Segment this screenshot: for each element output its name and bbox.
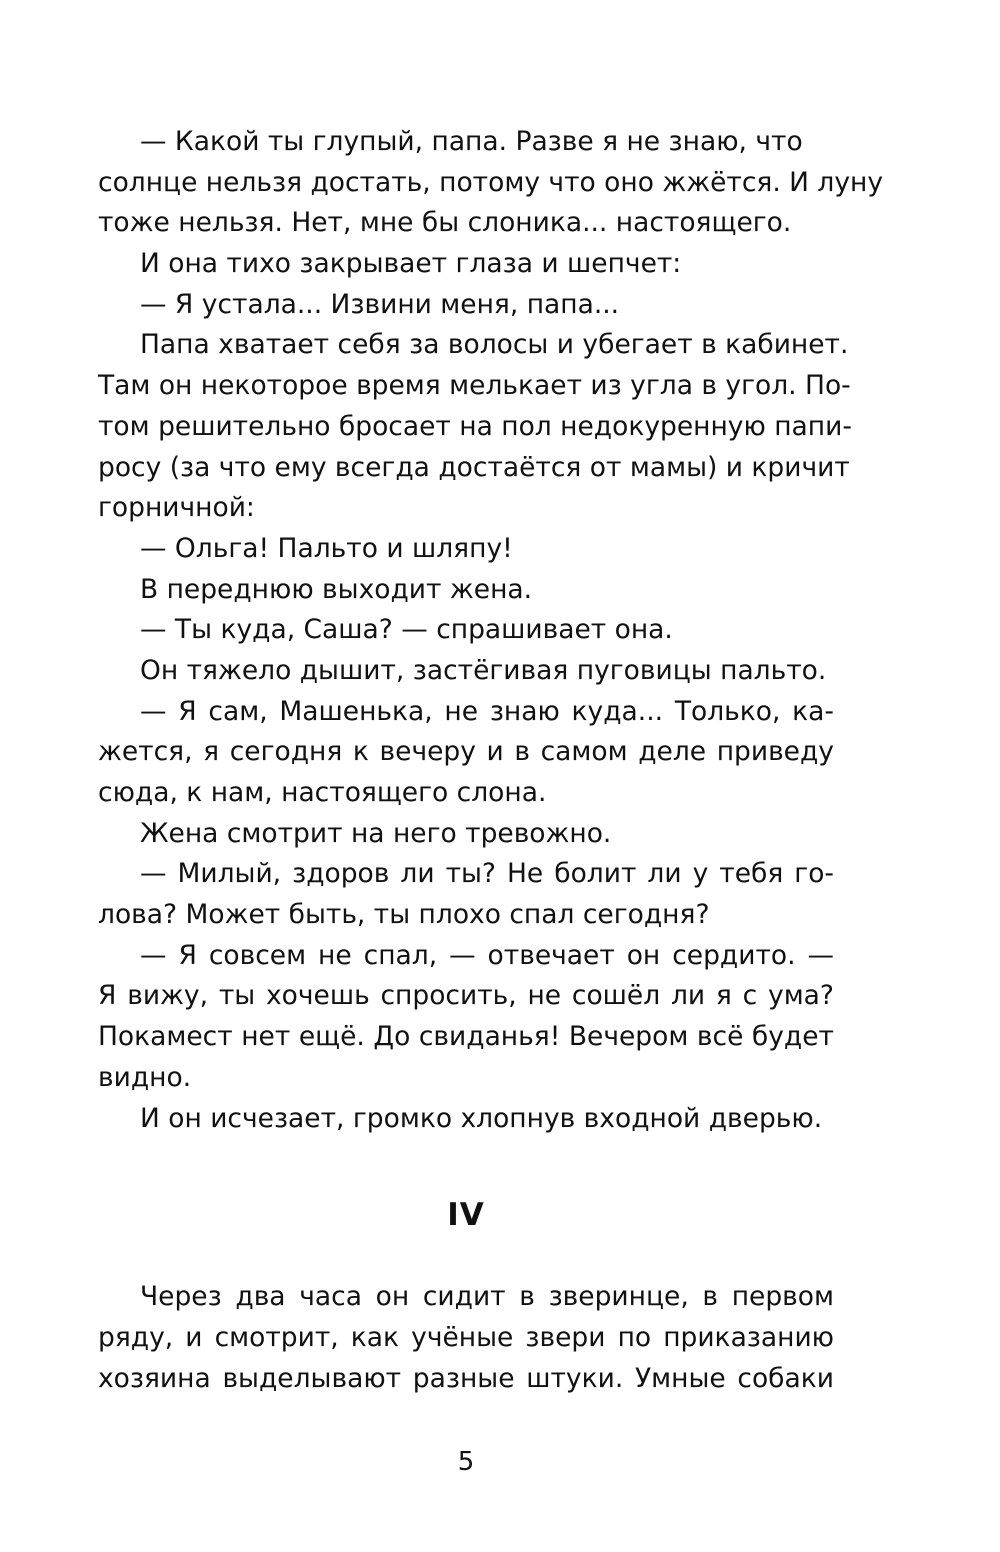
text-line: — Ты куда, Саша? — спрашивает она. <box>140 614 673 646</box>
page-text <box>98 122 884 1399</box>
text-line: том решительно бросает на пол недокуренную папи- <box>98 410 852 442</box>
text-line: сюда, к нам, настоящего слона. <box>98 777 547 808</box>
text-line: В переднюю выходит жена. <box>140 573 533 605</box>
text-line: И он исчезает, громко хлопнув входной дверью. <box>140 1102 823 1134</box>
text-line: — Я сам, Машенька, не знаю куда... Только, ка- <box>140 695 834 727</box>
page-number: 5 <box>457 1447 475 1477</box>
text-line: — Какой ты глупый, папа. Разве я не знаю, что <box>140 126 803 157</box>
text-line: Я вижу, ты хочешь спросить, не сошёл ли я с ума? <box>98 980 834 1012</box>
text-line: Папа хватает себя за волосы и убегает в кабинет. <box>140 329 849 361</box>
text-line: тоже нельзя. Нет, мне бы слоника... настоящего. <box>98 207 792 239</box>
chapter-heading: IV <box>447 1197 485 1234</box>
text-line: — Я устала... Извини меня, папа... <box>140 288 620 320</box>
text-line: ряду, и смотрит, как учёные звери по приказанию <box>98 1321 834 1353</box>
text-line: горничной: <box>98 492 255 524</box>
text-line: росу (за что ему всегда достаётся от мамы) и кричит <box>98 451 850 483</box>
text-line: Он тяжело дышит, застёгивая пуговицы пальто. <box>140 654 827 686</box>
text-line: лова? Может быть, ты плохо спал сегодня? <box>98 899 710 931</box>
text-line: Жена смотрит на него тревожно. <box>140 817 612 849</box>
text-line: хозяина выделывают разные штуки. Умные собаки <box>98 1362 834 1394</box>
text-line: Там он некоторое время мелькает из угла в угол. По- <box>98 370 851 402</box>
text-line: солнце нельзя достать, потому что оно жжётся. И луну <box>98 166 884 198</box>
text-line: жется, я сегодня к вечеру и в самом деле приведу <box>98 736 834 768</box>
text-line: видно. <box>98 1061 192 1093</box>
text-line: Через два часа он сидит в зверинце, в первом <box>140 1281 834 1313</box>
text-line: Покамест нет ещё. До свиданья! Вечером всё будет <box>98 1021 834 1053</box>
text-line: — Я совсем не спал, — отвечает он сердито. — <box>140 939 834 971</box>
text-line: — Ольга! Пальто и шляпу! <box>140 532 513 564</box>
text-line: — Милый, здоров ли ты? Не болит ли у тебя го- <box>140 858 834 890</box>
text-line: И она тихо закрывает глаза и шепчет: <box>140 248 682 280</box>
